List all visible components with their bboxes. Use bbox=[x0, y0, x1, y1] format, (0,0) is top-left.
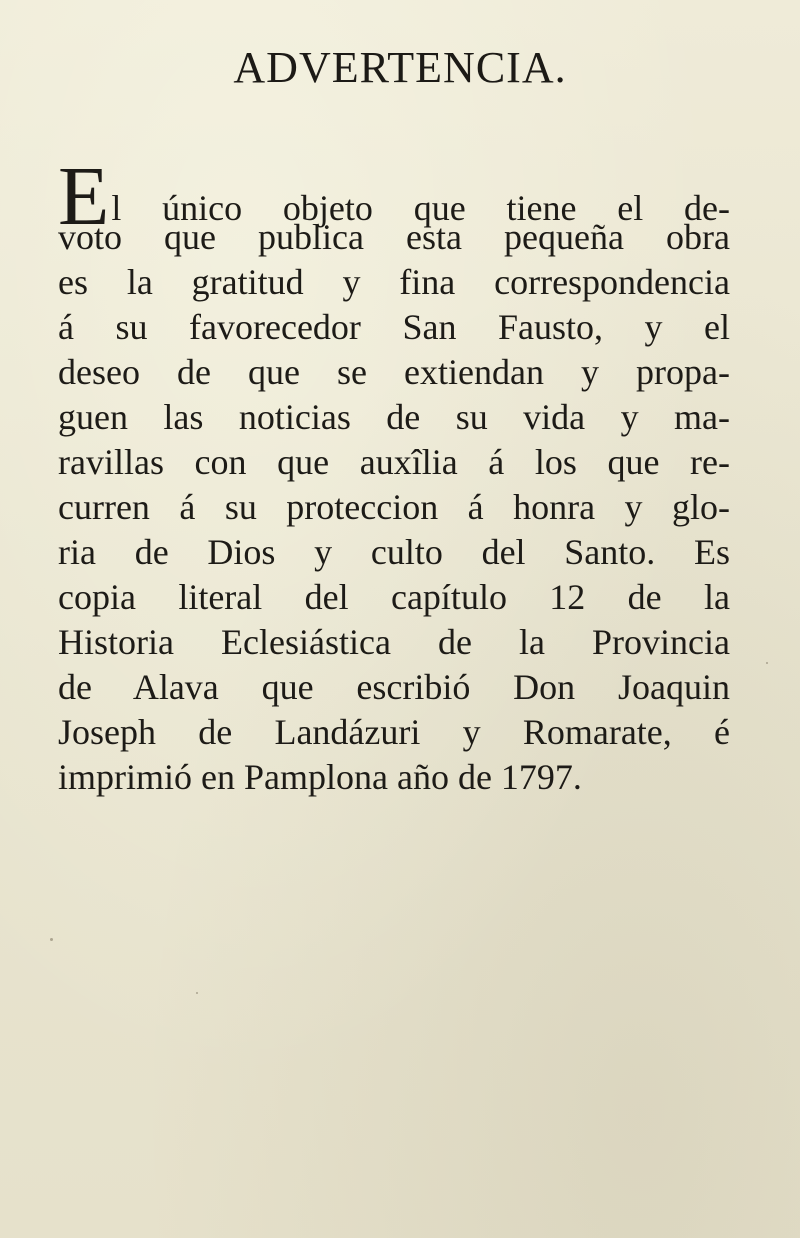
paragraph-line: á su favorecedor San Fausto, y el bbox=[58, 307, 730, 347]
paragraph-line: copia literal del capítulo 12 de la bbox=[58, 577, 730, 617]
paragraph-line: deseo de que se extiendan y propa- bbox=[58, 352, 730, 392]
advertencia-paragraph bbox=[58, 150, 730, 800]
first-line-text: l único objeto que tiene el de- bbox=[111, 188, 730, 228]
paragraph-line: de Alava que escribió Don Joaquin bbox=[58, 667, 730, 707]
paragraph-line: Joseph de Landázuri y Romarate, é bbox=[58, 712, 730, 752]
paragraph-line: ria de Dios y culto del Santo. Es bbox=[58, 532, 730, 572]
paper-speck bbox=[196, 992, 198, 994]
paper-speck bbox=[50, 938, 53, 941]
paragraph-line: Historia Eclesiástica de la Provincia bbox=[58, 622, 730, 662]
paragraph-line: curren á su proteccion á honra y glo- bbox=[58, 487, 730, 527]
paragraph-line-last: imprimió en Pamplona año de 1797. bbox=[58, 757, 582, 797]
paper-speck bbox=[766, 662, 768, 664]
drop-cap: E bbox=[58, 150, 110, 243]
paragraph-line: voto que publica esta pequeña obra bbox=[58, 217, 730, 257]
paragraph-line: es la gratitud y fina correspondencia bbox=[58, 262, 730, 302]
paragraph-line: ravillas con que auxîlia á los que re- bbox=[58, 442, 730, 482]
paragraph-line: guen las noticias de su vida y ma- bbox=[58, 397, 730, 437]
page-heading: ADVERTENCIA. bbox=[233, 43, 567, 92]
